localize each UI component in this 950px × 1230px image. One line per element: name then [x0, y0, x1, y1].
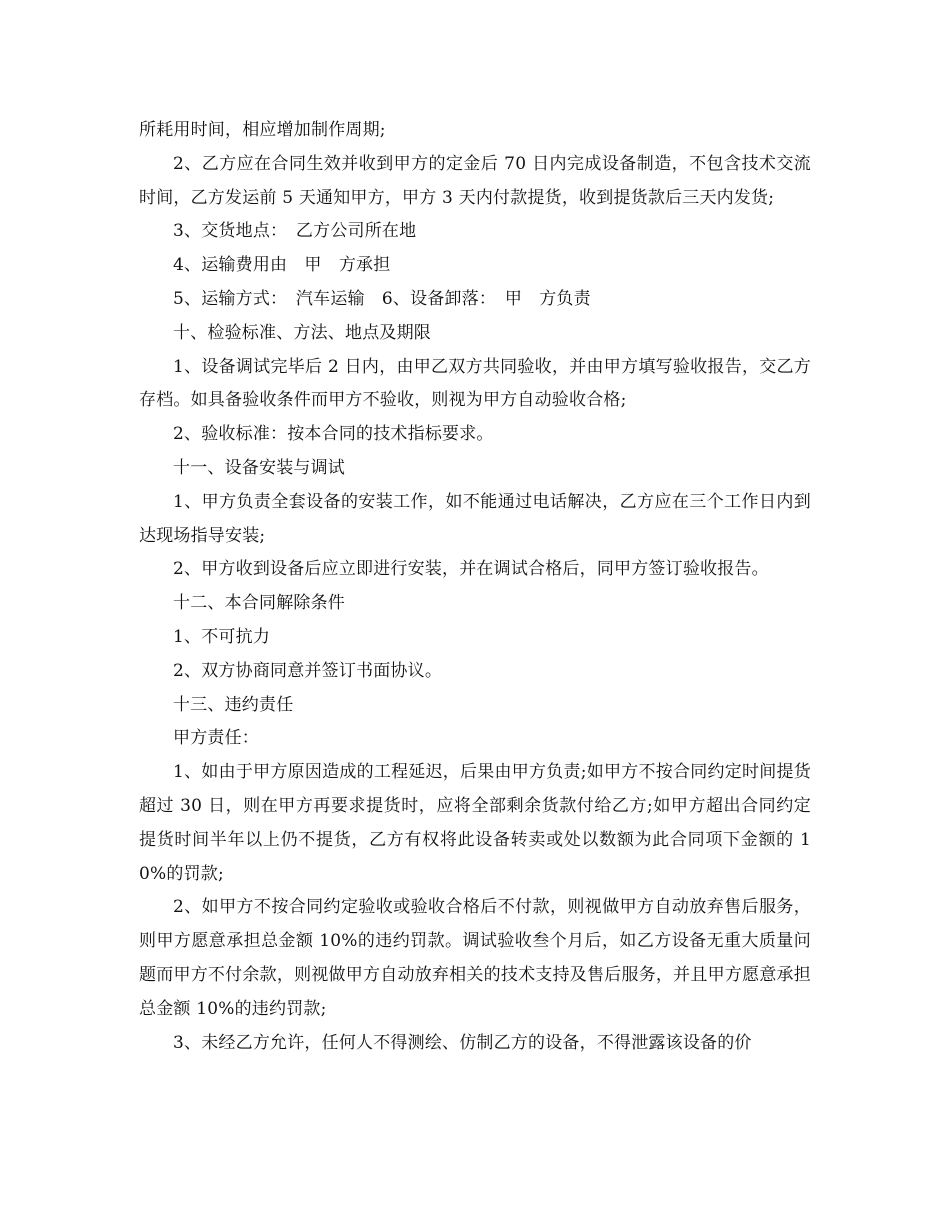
paragraph-mutual-agreement: 2、双方协商同意并签订书面协议。	[173, 660, 443, 681]
paragraph-force-majeure: 1、不可抗力	[173, 626, 271, 647]
paragraph-liability-payment: 2、如甲方不按合同约定验收或验收合格后不付款，则视做甲方自动放弃售后服务，则甲方愿意承担总金额 10%的违约罚款。调试验收叁个月后，如乙方设备无重大质量问题而甲方不付余款，则视做甲方自动放弃相关的技术支持及售后服务，并且甲方愿意承担总金额 10%的违约罚款;	[139, 897, 811, 1019]
paragraph-continuation: 所耗用时间，相应增加制作周期;	[139, 120, 386, 140]
paragraph-transport-cost: 4、运输费用由 甲 方承担	[173, 255, 391, 276]
paragraph-liability-delay: 1、如由于甲方原因造成的工程延迟，后果由甲方负责;如甲方不按合同约定时间提货超过 30 日，则在甲方再要求提货时，应将全部剩余货款付给乙方;如甲方超出合同约定提货时间半年以上仍不提货，乙方有权将此设备转卖或处以数额为此合同项下金额的 10%的罚款;	[139, 762, 811, 884]
paragraph-installation-acceptance: 2、甲方收到设备后应立即进行安装，并在调试合格后，同甲方签订验收报告。	[173, 559, 769, 580]
paragraph-acceptance-standard: 2、验收标准：按本合同的技术指标要求。	[173, 424, 494, 445]
section-heading-termination: 十二、本合同解除条件	[173, 593, 345, 614]
section-heading-inspection: 十、检验标准、方法、地点及期限	[173, 322, 431, 343]
document-body	[139, 114, 811, 1060]
section-heading-liability: 十三、违约责任	[173, 694, 294, 715]
paragraph-delivery-schedule: 2、乙方应在合同生效并收到甲方的定金后 70 日内完成设备制造，不包含技术交流时间，乙方发运前 5 天通知甲方，甲方 3 天内付款提货，收到提货款后三天内发货;	[139, 153, 811, 208]
subheading-party-a-liability: 甲方责任：	[173, 728, 259, 749]
section-heading-installation: 十一、设备安装与调试	[173, 457, 345, 478]
paragraph-transport-method: 5、运输方式： 汽车运输 6、设备卸落： 甲 方负责	[173, 288, 591, 309]
paragraph-delivery-location: 3、交货地点： 乙方公司所在地	[173, 221, 417, 242]
paragraph-acceptance: 1、设备调试完毕后 2 日内，由甲乙双方共同验收，并由甲方填写验收报告，交乙方存档。如具备验收条件而甲方不验收，则视为甲方自动验收合格;	[139, 356, 811, 411]
paragraph-liability-copying: 3、未经乙方允许，任何人不得测绘、仿制乙方的设备，不得泄露该设备的价	[173, 1032, 752, 1053]
paragraph-installation-work: 1、甲方负责全套设备的安装工作，如不能通过电话解决，乙方应在三个工作日内到达现场指导安装;	[139, 491, 811, 546]
